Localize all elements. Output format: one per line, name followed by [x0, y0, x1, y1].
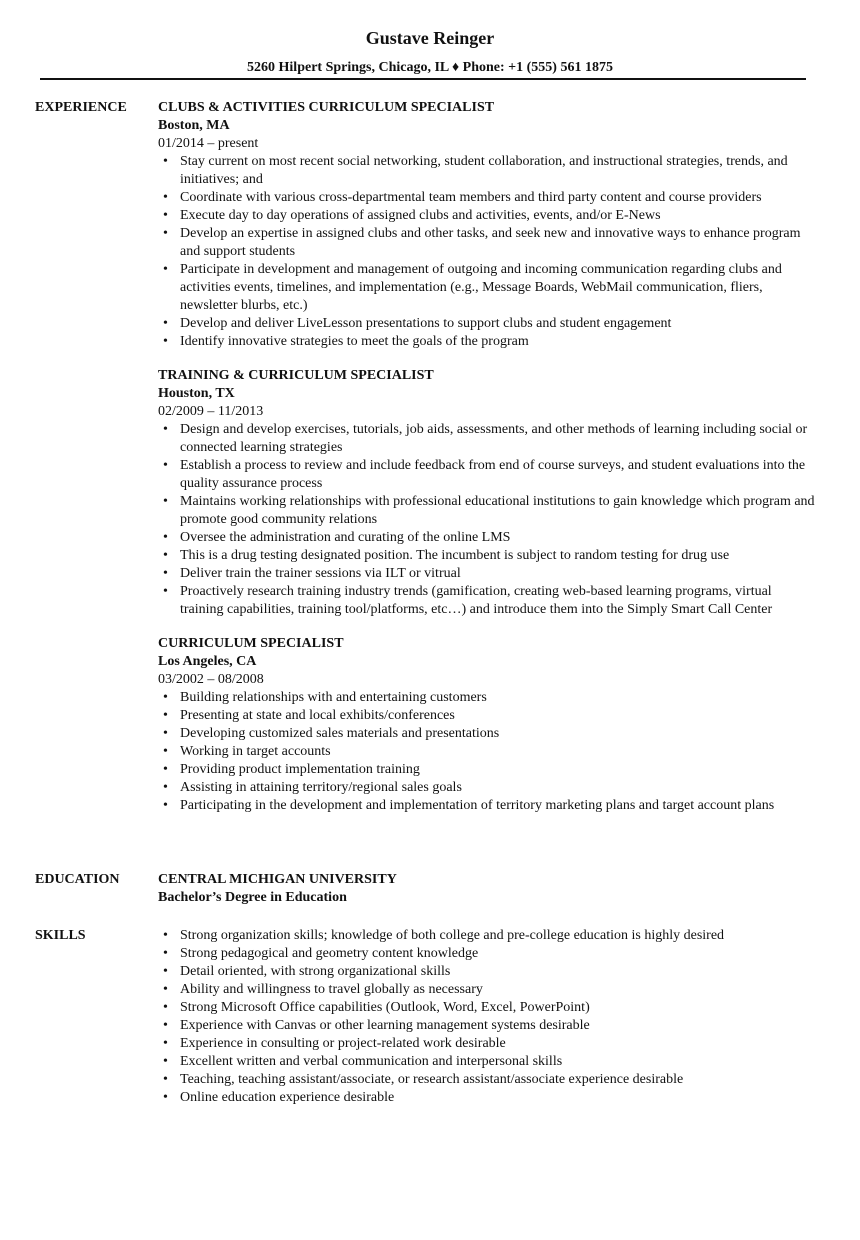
- skill-item: • Strong organization skills; knowledge of both college and pre-college education is highly desired: [180, 927, 818, 945]
- experience-body: [158, 99, 818, 831]
- job-dates: 01/2014 – present: [158, 136, 259, 151]
- bullet-item: • Proactively research training industry trends (gamification, creating web-based learning programs, virtual training capabilities, training tool/platforms, etc…) and introduce them into the Simply Smart Call Center: [180, 583, 818, 619]
- education-heading: EDUCATION: [35, 872, 120, 887]
- bullet-item: • Establish a process to review and include feedback from end of course surveys, and student evaluations into the quality assurance process: [180, 457, 818, 493]
- skills-heading: SKILLS: [35, 928, 86, 943]
- job-dates: 03/2002 – 08/2008: [158, 672, 264, 687]
- experience-heading: EXPERIENCE: [35, 100, 127, 115]
- bullet-item: • Maintains working relationships with professional educational institutions to gain knowledge which program and promote good community relations: [180, 493, 818, 529]
- job-entry: [158, 635, 818, 815]
- bullet-item: • Participating in the development and implementation of territory marketing plans and target account plans: [180, 797, 818, 815]
- header-divider: [40, 78, 806, 80]
- skill-item: • Ability and willingness to travel globally as necessary: [180, 981, 818, 999]
- skills-body: [158, 927, 818, 1107]
- bullet-item: • Stay current on most recent social networking, student collaboration, and instructional strategies, trends, and initiatives; and: [180, 153, 818, 189]
- skill-item: • Strong Microsoft Office capabilities (Outlook, Word, Excel, PowerPoint): [180, 999, 818, 1017]
- job-location: Boston, MA: [158, 118, 230, 133]
- degree-name: Bachelor’s Degree in Education: [158, 890, 347, 905]
- school-name: CENTRAL MICHIGAN UNIVERSITY: [158, 872, 397, 887]
- skill-item: • Strong pedagogical and geometry content knowledge: [180, 945, 818, 963]
- job-title: CLUBS & ACTIVITIES CURRICULUM SPECIALIST: [158, 100, 495, 115]
- skill-item: • Experience with Canvas or other learning management systems desirable: [180, 1017, 818, 1035]
- job-location: Houston, TX: [158, 386, 235, 401]
- job-entry: [158, 367, 818, 619]
- bullet-item: • Deliver train the trainer sessions via ILT or vitrual: [180, 565, 818, 583]
- contact-line: 5260 Hilpert Springs, Chicago, IL ♦ Phone: +1 (555) 561 1875: [247, 60, 613, 75]
- job-bullets: [158, 421, 818, 619]
- job-bullets: [158, 689, 818, 815]
- job-entry: [158, 99, 818, 351]
- job-dates: 02/2009 – 11/2013: [158, 404, 264, 419]
- bullet-item: • Presenting at state and local exhibits/conferences: [180, 707, 818, 725]
- bullet-item: • Building relationships with and entertaining customers: [180, 689, 818, 707]
- bullet-item: • Develop an expertise in assigned clubs and other tasks, and seek new and innovative ways to enhance program and support students: [180, 225, 818, 261]
- bullet-item: • Coordinate with various cross-departmental team members and third party content and course providers: [180, 189, 818, 207]
- job-title: TRAINING & CURRICULUM SPECIALIST: [158, 368, 434, 383]
- bullet-item: • Develop and deliver LiveLesson presentations to support clubs and student engagement: [180, 315, 818, 333]
- bullet-item: • Assisting in attaining territory/regional sales goals: [180, 779, 818, 797]
- bullet-item: • Design and develop exercises, tutorials, job aids, assessments, and other methods of learning including social or connected learning strategies: [180, 421, 818, 457]
- job-bullets: [158, 153, 818, 351]
- skill-item: • Online education experience desirable: [180, 1089, 818, 1107]
- job-location: Los Angeles, CA: [158, 654, 257, 669]
- bullet-item: • Working in target accounts: [180, 743, 818, 761]
- bullet-item: • This is a drug testing designated position. The incumbent is subject to random testing for drug use: [180, 547, 818, 565]
- bullet-item: • Identify innovative strategies to meet the goals of the program: [180, 333, 818, 351]
- skill-item: • Experience in consulting or project-related work desirable: [180, 1035, 818, 1053]
- bullet-item: • Participate in development and management of outgoing and incoming communication regarding clubs and activities events, timelines, and implementation (e.g., Message Boards, WebMail communication, fliers, newsletter blurbs, etc.): [180, 261, 818, 315]
- education-body: [158, 871, 818, 907]
- bullet-item: • Providing product implementation training: [180, 761, 818, 779]
- bullet-item: • Oversee the administration and curating of the online LMS: [180, 529, 818, 547]
- bullet-item: • Developing customized sales materials and presentations: [180, 725, 818, 743]
- skill-item: • Excellent written and verbal communication and interpersonal skills: [180, 1053, 818, 1071]
- skill-item: • Detail oriented, with strong organizational skills: [180, 963, 818, 981]
- skill-item: • Teaching, teaching assistant/associate, or research assistant/associate experience desirable: [180, 1071, 818, 1089]
- job-title: CURRICULUM SPECIALIST: [158, 636, 344, 651]
- bullet-item: • Execute day to day operations of assigned clubs and activities, events, and/or E-News: [180, 207, 818, 225]
- skills-list: [158, 927, 818, 1107]
- candidate-name: Gustave Reinger: [365, 28, 495, 48]
